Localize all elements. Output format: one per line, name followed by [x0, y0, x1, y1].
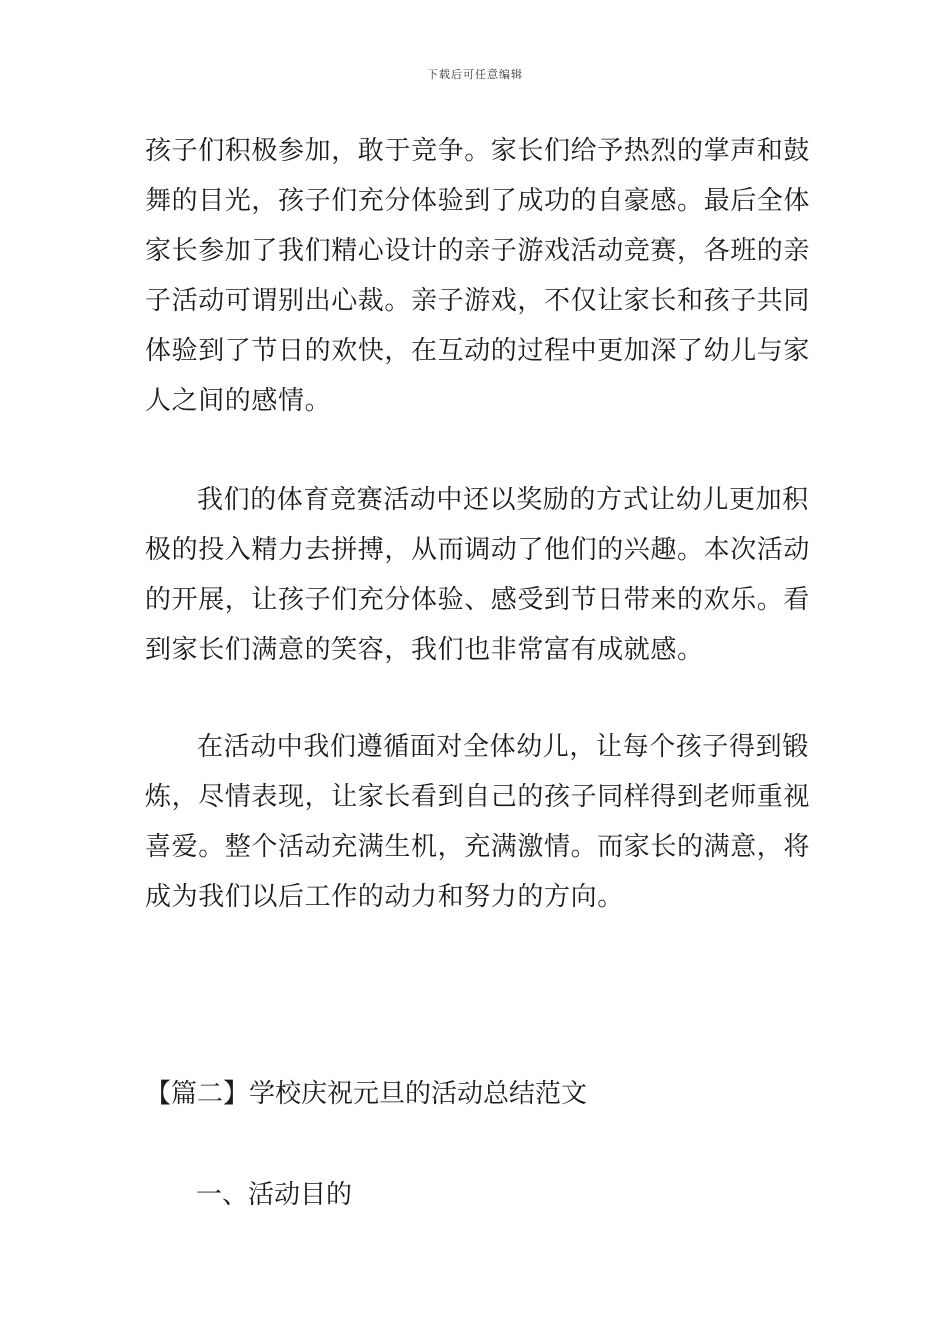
subsection-title: 一、活动目的 — [196, 1180, 353, 1210]
paragraph-1: 孩子们积极参加，敢于竞争。家长们给予热烈的掌声和鼓舞的目光，孩子们充分体验到了成功的自豪感。最后全体家长参加了我们精心设计的亲子游戏活动竞赛，各班的亲子活动可谓别出心裁。亲子游戏，不仅让家长和孩子共同体验到了节日的欢快，在互动的过程中更加深了幼儿与家人之间的感情。 — [145, 136, 811, 416]
section-title: 【篇二】学校庆祝元旦的活动总结范文 — [145, 1079, 588, 1109]
paragraph-2: 我们的体育竞赛活动中还以奖励的方式让幼儿更加积极的投入精力去拼搏，从而调动了他们的兴趣。本次活动的开展，让孩子们充分体验、感受到节日带来的欢乐。看到家长们满意的笑容，我们也非常富有成就感。 — [145, 485, 811, 665]
header-note: 下载后可任意编辑 — [427, 68, 523, 81]
paragraph-3: 在活动中我们遵循面对全体幼儿，让每个孩子得到锻炼，尽情表现，让家长看到自己的孩子同样得到老师重视喜爱。整个活动充满生机，充满激情。而家长的满意，将成为我们以后工作的动力和努力的方向。 — [145, 732, 811, 912]
